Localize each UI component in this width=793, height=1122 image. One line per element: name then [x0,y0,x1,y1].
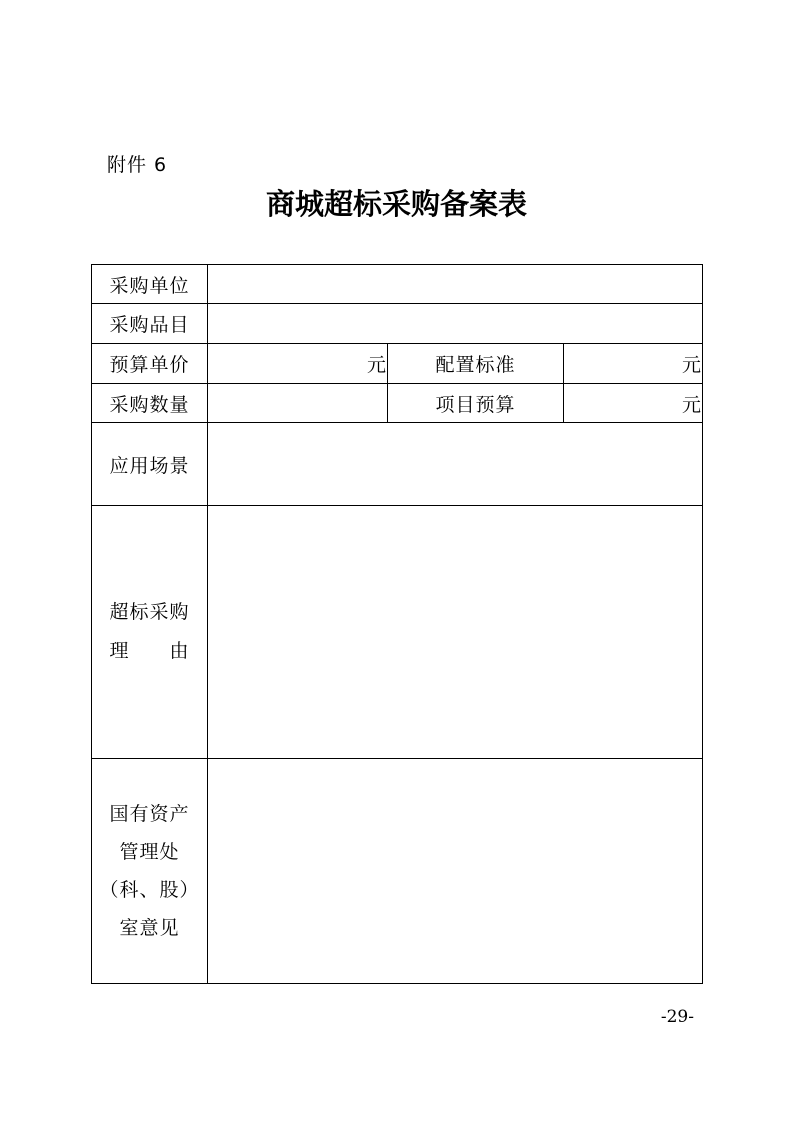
config-standard-label: 配置标准 [388,344,564,384]
project-budget-currency: 元 [682,393,703,416]
unit-price-currency: 元 [366,354,387,376]
reason-label [92,506,208,759]
page-number: -29- [660,1007,694,1027]
row-scenario [92,423,703,506]
filing-form-table [91,264,703,984]
reason-label-line1: 超标采购 [109,601,190,623]
opinion-label-line2: 管理处 [119,841,180,863]
reason-cell [208,506,703,759]
reason-label-char-a: 理 [109,640,130,662]
purchasing-unit-cell [208,265,703,304]
row-opinion [92,759,703,984]
opinion-label-line1: 国有资产 [109,803,190,825]
project-budget-label: 项目预算 [388,384,564,423]
row-reason [92,506,703,759]
opinion-cell [208,759,703,984]
reason-label-line2 [110,632,190,671]
unit-price-cell [208,344,388,384]
row-unit-price [92,344,703,384]
opinion-label-line4: 室意见 [119,917,180,939]
scenario-cell [208,423,703,506]
form-title: 商城超标采购备案表 [265,187,527,221]
purchase-item-label: 采购品目 [92,304,208,344]
project-budget-cell [564,384,703,423]
reason-label-char-b: 由 [169,640,190,662]
purchase-item-cell [208,304,703,344]
attachment-label: 附件 6 [107,154,168,176]
row-quantity [92,384,703,423]
quantity-label: 采购数量 [92,384,208,423]
unit-price-label: 预算单价 [92,344,208,384]
config-standard-cell [564,344,703,384]
row-purchasing-unit [92,265,703,304]
quantity-cell [208,384,388,423]
scenario-label: 应用场景 [92,423,208,506]
opinion-label [92,759,208,984]
config-standard-currency: 元 [682,354,703,376]
purchasing-unit-label: 采购单位 [92,265,208,304]
opinion-label-line3: （科、股） [99,879,200,901]
row-purchase-item [92,304,703,344]
